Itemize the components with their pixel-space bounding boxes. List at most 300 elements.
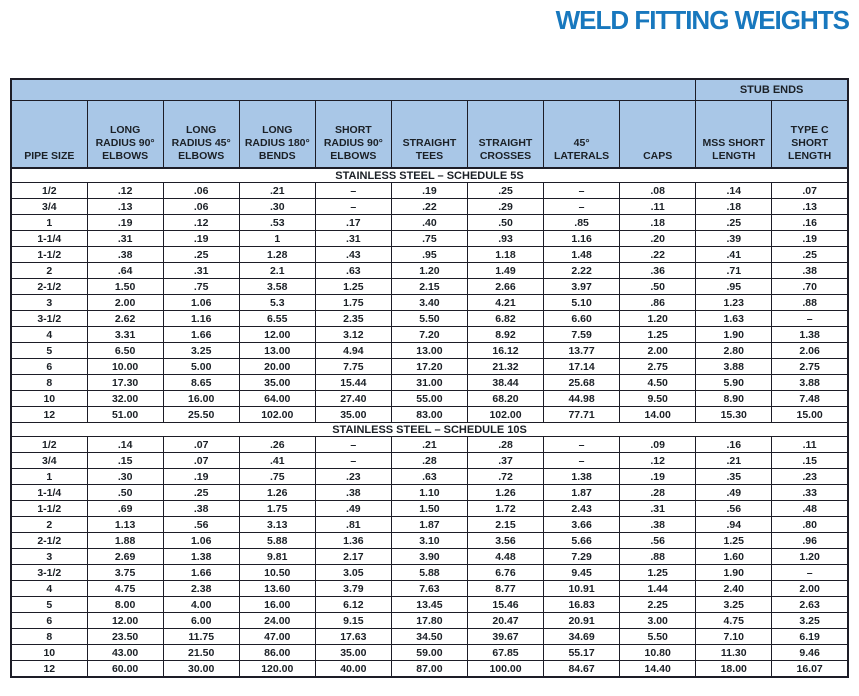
weight-cell: .33 (772, 485, 848, 501)
weight-cell: .06 (163, 183, 239, 199)
weight-cell: 8.00 (87, 597, 163, 613)
weight-cell: 4.75 (87, 581, 163, 597)
weight-cell: 1.90 (696, 327, 772, 343)
weight-cell: 6.50 (87, 343, 163, 359)
weight-cell: 11.30 (696, 645, 772, 661)
weight-cell: 3.56 (467, 533, 543, 549)
weight-cell: 1.25 (315, 279, 391, 295)
column-header-straight-tees: STRAIGHT TEES (391, 101, 467, 169)
weight-cell: – (544, 437, 620, 453)
weight-cell: .23 (315, 469, 391, 485)
weight-cell: .56 (696, 501, 772, 517)
weight-cell: 55.17 (544, 645, 620, 661)
weight-cell: 13.77 (544, 343, 620, 359)
table-row (11, 661, 848, 678)
table-row (11, 565, 848, 581)
weight-cell: 1.26 (467, 485, 543, 501)
weight-cell: 2.15 (391, 279, 467, 295)
weight-cell: 13.00 (391, 343, 467, 359)
weight-cell: .19 (163, 231, 239, 247)
weight-cell: 12.00 (87, 613, 163, 629)
weight-cell: .31 (87, 231, 163, 247)
weight-cell: 2.75 (620, 359, 696, 375)
weight-cell: .38 (315, 485, 391, 501)
weight-cell: .25 (163, 247, 239, 263)
weight-cell: .75 (239, 469, 315, 485)
weight-cell: 59.00 (391, 645, 467, 661)
weight-cell: 3.75 (87, 565, 163, 581)
weight-cell: .40 (391, 215, 467, 231)
weight-cell: 4.94 (315, 343, 391, 359)
weight-cell: .13 (87, 199, 163, 215)
weight-cell: 5.90 (696, 375, 772, 391)
weight-cell: 44.98 (544, 391, 620, 407)
weight-cell: 1 (239, 231, 315, 247)
table-row (11, 359, 848, 375)
weight-cell: .30 (239, 199, 315, 215)
pipe-size-cell: 1/2 (11, 437, 87, 453)
column-header-long-radius-180-bends: LONG RADIUS 180° BENDS (239, 101, 315, 169)
weight-cell: 77.71 (544, 407, 620, 423)
section-label: STAINLESS STEEL – SCHEDULE 10S (11, 423, 848, 437)
weight-cell: .37 (467, 453, 543, 469)
weight-cell: .18 (620, 215, 696, 231)
weight-cell: 40.00 (315, 661, 391, 678)
weight-cell: 1.36 (315, 533, 391, 549)
weight-cell: 2.35 (315, 311, 391, 327)
section-label: STAINLESS STEEL – SCHEDULE 5S (11, 168, 848, 183)
weight-cell: 32.00 (87, 391, 163, 407)
table-row (11, 581, 848, 597)
pipe-size-cell: 5 (11, 597, 87, 613)
weight-cell: 17.30 (87, 375, 163, 391)
weight-cell: .25 (696, 215, 772, 231)
weight-cell: 7.10 (696, 629, 772, 645)
weight-cell: 1.25 (620, 565, 696, 581)
weight-cell: .07 (163, 437, 239, 453)
section-header-row (11, 168, 848, 183)
weight-cell: .63 (315, 263, 391, 279)
weight-cell: 9.50 (620, 391, 696, 407)
weight-cell: .22 (391, 199, 467, 215)
weight-cell: 1.90 (696, 565, 772, 581)
weight-cell: 1.87 (544, 485, 620, 501)
table-row (11, 469, 848, 485)
weight-cell: 4.00 (163, 597, 239, 613)
weight-cell: 20.47 (467, 613, 543, 629)
weight-cell: 2.40 (696, 581, 772, 597)
pipe-size-cell: 2 (11, 517, 87, 533)
weight-cell: .21 (239, 183, 315, 199)
table-row (11, 629, 848, 645)
weight-cell: 8.77 (467, 581, 543, 597)
weight-cell: 3.25 (163, 343, 239, 359)
weight-cell: 2.06 (772, 343, 848, 359)
weight-cell: 18.00 (696, 661, 772, 678)
weight-cell: 1.20 (391, 263, 467, 279)
weight-cell: 17.20 (391, 359, 467, 375)
pipe-size-cell: 4 (11, 327, 87, 343)
weight-cell: 1.48 (544, 247, 620, 263)
weight-cell: 5.50 (620, 629, 696, 645)
weight-cell: – (544, 453, 620, 469)
weight-cell: 15.00 (772, 407, 848, 423)
weight-cell: .07 (163, 453, 239, 469)
pipe-size-cell: 12 (11, 661, 87, 678)
pipe-size-cell: 3 (11, 549, 87, 565)
pipe-size-cell: 8 (11, 375, 87, 391)
weight-cell: 2.15 (467, 517, 543, 533)
table-row (11, 501, 848, 517)
weight-cell: 5.66 (544, 533, 620, 549)
weight-cell: 5.10 (544, 295, 620, 311)
weight-cell: .70 (772, 279, 848, 295)
weight-cell: 1.44 (620, 581, 696, 597)
weight-cell: 3.40 (391, 295, 467, 311)
weight-cell: 35.00 (315, 407, 391, 423)
table-row (11, 279, 848, 295)
weight-cell: .14 (696, 183, 772, 199)
weight-cell: 3.00 (620, 613, 696, 629)
weight-cell: .49 (315, 501, 391, 517)
table-row (11, 549, 848, 565)
weight-cell: 5.88 (239, 533, 315, 549)
pipe-size-cell: 3/4 (11, 453, 87, 469)
weight-cell: 3.25 (772, 613, 848, 629)
weight-cell: 17.63 (315, 629, 391, 645)
weight-cell: 10.80 (620, 645, 696, 661)
weight-cell: 1.50 (87, 279, 163, 295)
weight-cell: .25 (467, 183, 543, 199)
weight-cell: 21.50 (163, 645, 239, 661)
weight-cell: .09 (620, 437, 696, 453)
weight-cell: 27.40 (315, 391, 391, 407)
table-row (11, 613, 848, 629)
weight-cell: .75 (391, 231, 467, 247)
weight-cell: 87.00 (391, 661, 467, 678)
weight-cell: .22 (620, 247, 696, 263)
weight-cell: 25.68 (544, 375, 620, 391)
column-header-45-laterals: 45° LATERALS (544, 101, 620, 169)
weight-cell: 7.48 (772, 391, 848, 407)
weld-fitting-weights-table (10, 78, 849, 678)
weight-cell: .38 (772, 263, 848, 279)
weight-cell: 68.20 (467, 391, 543, 407)
weight-cell: .96 (772, 533, 848, 549)
table-row (11, 517, 848, 533)
weight-cell: – (315, 183, 391, 199)
weight-cell: 6.82 (467, 311, 543, 327)
weight-cell: 1.23 (696, 295, 772, 311)
weight-cell: .80 (772, 517, 848, 533)
weight-cell: .56 (163, 517, 239, 533)
pipe-size-cell: 1-1/4 (11, 231, 87, 247)
weight-cell: .31 (620, 501, 696, 517)
pipe-size-cell: 10 (11, 645, 87, 661)
weight-cell: 6.12 (315, 597, 391, 613)
weight-cell: .31 (315, 231, 391, 247)
weight-cell: .18 (696, 199, 772, 215)
weight-cell: 2.75 (772, 359, 848, 375)
weight-cell: 24.00 (239, 613, 315, 629)
weight-cell: 84.67 (544, 661, 620, 678)
weight-cell: .28 (391, 453, 467, 469)
weight-cell: 20.91 (544, 613, 620, 629)
table-row (11, 295, 848, 311)
weight-cell: .28 (467, 437, 543, 453)
weight-cell: .85 (544, 215, 620, 231)
weight-cell: 120.00 (239, 661, 315, 678)
weight-cell: .93 (467, 231, 543, 247)
table-row (11, 375, 848, 391)
weight-cell: 1.25 (620, 327, 696, 343)
weight-cell: .72 (467, 469, 543, 485)
weight-cell: .16 (772, 215, 848, 231)
weight-cell: .19 (620, 469, 696, 485)
table-row (11, 231, 848, 247)
weight-cell: 3.79 (315, 581, 391, 597)
weight-cell: – (315, 437, 391, 453)
weight-cell: 2.80 (696, 343, 772, 359)
weight-cell: 1.26 (239, 485, 315, 501)
weight-cell: – (315, 453, 391, 469)
pipe-size-cell: 2-1/2 (11, 279, 87, 295)
table-body (11, 168, 848, 677)
weight-cell: .21 (391, 437, 467, 453)
section-header-row (11, 423, 848, 437)
weight-cell: .17 (315, 215, 391, 231)
weight-cell: 2.66 (467, 279, 543, 295)
table-row (11, 215, 848, 231)
weight-cell: 1.88 (87, 533, 163, 549)
weight-cell: 100.00 (467, 661, 543, 678)
stub-ends-group-header: STUB ENDS (696, 79, 848, 101)
weight-cell: 1.87 (391, 517, 467, 533)
weight-cell: 6.60 (544, 311, 620, 327)
weight-cell: 1.20 (620, 311, 696, 327)
weight-cell: 2.00 (620, 343, 696, 359)
weight-cell: .49 (696, 485, 772, 501)
weight-cell: – (772, 565, 848, 581)
weight-cell: 3.05 (315, 565, 391, 581)
weight-cell: .88 (772, 295, 848, 311)
weight-cell: 2.00 (87, 295, 163, 311)
weight-cell: .11 (772, 437, 848, 453)
weight-cell: 3.97 (544, 279, 620, 295)
pipe-size-cell: 4 (11, 581, 87, 597)
weight-cell: 2.43 (544, 501, 620, 517)
weight-cell: 3.13 (239, 517, 315, 533)
weight-cell: 4.50 (620, 375, 696, 391)
weight-cell: .08 (620, 183, 696, 199)
column-header-short-radius-90-elbows: SHORT RADIUS 90° ELBOWS (315, 101, 391, 169)
weight-cell: .86 (620, 295, 696, 311)
weight-cell: 17.80 (391, 613, 467, 629)
weight-cell: 13.45 (391, 597, 467, 613)
column-header-row (11, 101, 848, 169)
weight-cell: 9.81 (239, 549, 315, 565)
pipe-size-cell: 3-1/2 (11, 311, 87, 327)
stub-ends-spacer (11, 79, 696, 101)
pipe-size-cell: 6 (11, 359, 87, 375)
weight-cell: .53 (239, 215, 315, 231)
pipe-size-cell: 6 (11, 613, 87, 629)
weight-cell: 1.63 (696, 311, 772, 327)
weight-cell: .50 (467, 215, 543, 231)
column-header-pipe-size: PIPE SIZE (11, 101, 87, 169)
weight-cell: 2.38 (163, 581, 239, 597)
weight-cell: 3.10 (391, 533, 467, 549)
weight-cell: 3.31 (87, 327, 163, 343)
weight-cell: 1.38 (163, 549, 239, 565)
table-row (11, 407, 848, 423)
weight-cell: 35.00 (239, 375, 315, 391)
weight-cell: .36 (620, 263, 696, 279)
weight-cell: 13.60 (239, 581, 315, 597)
weight-cell: 2.00 (772, 581, 848, 597)
column-header-type-c-short-length: TYPE C SHORT LENGTH (772, 101, 848, 169)
weight-cell: .38 (620, 517, 696, 533)
weight-cell: – (772, 311, 848, 327)
pipe-size-cell: 3 (11, 295, 87, 311)
weight-cell: .56 (620, 533, 696, 549)
table-row (11, 391, 848, 407)
weight-cell: .88 (620, 549, 696, 565)
weight-cell: 1.20 (772, 549, 848, 565)
weight-cell: 16.00 (239, 597, 315, 613)
weight-cell: 1.06 (163, 295, 239, 311)
table-row (11, 263, 848, 279)
table-row (11, 327, 848, 343)
weight-cell: .12 (620, 453, 696, 469)
weight-cell: 5.50 (391, 311, 467, 327)
weight-cell: – (315, 199, 391, 215)
weight-cell: 2.25 (620, 597, 696, 613)
weight-cell: .63 (391, 469, 467, 485)
pipe-size-cell: 10 (11, 391, 87, 407)
pipe-size-cell: 5 (11, 343, 87, 359)
weight-cell: 1.66 (163, 327, 239, 343)
weight-cell: 1.16 (544, 231, 620, 247)
pipe-size-cell: 2 (11, 263, 87, 279)
table-row (11, 485, 848, 501)
weight-cell: 10.00 (87, 359, 163, 375)
pipe-size-cell: 1 (11, 215, 87, 231)
pipe-size-cell: 8 (11, 629, 87, 645)
weight-cell: 14.00 (620, 407, 696, 423)
weight-cell: 7.75 (315, 359, 391, 375)
weight-cell: .35 (696, 469, 772, 485)
weight-cell: 16.07 (772, 661, 848, 678)
weight-cell: 5.3 (239, 295, 315, 311)
weight-cell: 10.50 (239, 565, 315, 581)
pipe-size-cell: 1-1/2 (11, 247, 87, 263)
weight-cell: – (544, 199, 620, 215)
weight-cell: 3.12 (315, 327, 391, 343)
weight-cell: 47.00 (239, 629, 315, 645)
weight-cell: 2.62 (87, 311, 163, 327)
weight-cell: .48 (772, 501, 848, 517)
weight-cell: 55.00 (391, 391, 467, 407)
weight-cell: .38 (87, 247, 163, 263)
weight-cell: 1.38 (772, 327, 848, 343)
weight-cell: .15 (772, 453, 848, 469)
weight-cell: 64.00 (239, 391, 315, 407)
weight-cell: 11.75 (163, 629, 239, 645)
weight-cell: 3.88 (696, 359, 772, 375)
weight-cell: 6.76 (467, 565, 543, 581)
weight-cell: 16.83 (544, 597, 620, 613)
weight-cell: 6.19 (772, 629, 848, 645)
weight-cell: 1.18 (467, 247, 543, 263)
table-row (11, 199, 848, 215)
weight-cell: .25 (772, 247, 848, 263)
weight-cell: .28 (620, 485, 696, 501)
weight-cell: 102.00 (467, 407, 543, 423)
pipe-size-cell: 3/4 (11, 199, 87, 215)
weight-cell: 1.49 (467, 263, 543, 279)
weight-cell: .11 (620, 199, 696, 215)
weight-cell: .71 (696, 263, 772, 279)
weight-cell: 1.75 (315, 295, 391, 311)
weight-cell: 5.00 (163, 359, 239, 375)
weight-cell: 8.92 (467, 327, 543, 343)
weight-cell: .25 (163, 485, 239, 501)
weight-cell: .20 (620, 231, 696, 247)
weight-cell: – (544, 183, 620, 199)
weight-cell: .69 (87, 501, 163, 517)
weight-cell: .95 (696, 279, 772, 295)
weight-cell: .31 (163, 263, 239, 279)
table-row (11, 645, 848, 661)
weight-cell: 102.00 (239, 407, 315, 423)
table-row (11, 311, 848, 327)
weight-cell: 5.88 (391, 565, 467, 581)
pipe-size-cell: 1 (11, 469, 87, 485)
weight-cell: 39.67 (467, 629, 543, 645)
weight-cell: 15.44 (315, 375, 391, 391)
weight-cell: 3.58 (239, 279, 315, 295)
weight-cell: .94 (696, 517, 772, 533)
weight-cell: 1.50 (391, 501, 467, 517)
weight-cell: 31.00 (391, 375, 467, 391)
weight-cell: 13.00 (239, 343, 315, 359)
weight-cell: 34.69 (544, 629, 620, 645)
weight-cell: 20.00 (239, 359, 315, 375)
table-row (11, 343, 848, 359)
weight-cell: .50 (87, 485, 163, 501)
weight-cell: 17.14 (544, 359, 620, 375)
weight-cell: 1.66 (163, 565, 239, 581)
weight-cell: .12 (87, 183, 163, 199)
weight-cell: 1.13 (87, 517, 163, 533)
weight-cell: .12 (163, 215, 239, 231)
column-header-caps: CAPS (620, 101, 696, 169)
table-row (11, 247, 848, 263)
weight-cell: 14.40 (620, 661, 696, 678)
weight-cell: 3.25 (696, 597, 772, 613)
page-title: WELD FITTING WEIGHTS (555, 5, 849, 35)
weight-cell: 9.45 (544, 565, 620, 581)
weight-cell: 43.00 (87, 645, 163, 661)
weight-cell: 2.17 (315, 549, 391, 565)
pipe-size-cell: 12 (11, 407, 87, 423)
weight-cell: 35.00 (315, 645, 391, 661)
weight-cell: 3.88 (772, 375, 848, 391)
weight-cell: 4.75 (696, 613, 772, 629)
weight-cell: 1.16 (163, 311, 239, 327)
weight-cell: 3.90 (391, 549, 467, 565)
